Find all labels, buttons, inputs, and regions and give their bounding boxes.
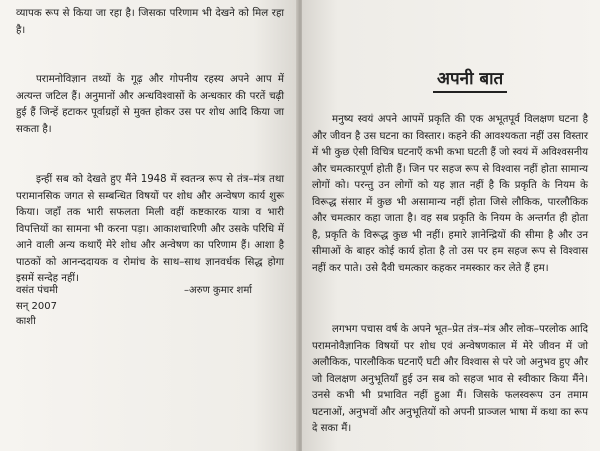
chapter-title-wrap <box>433 66 507 93</box>
right-page <box>302 0 600 451</box>
chapter-title: अपनी बात <box>433 66 507 93</box>
right-para-1: मनुष्य स्वयं अपने आपमें प्रकृति की एक अभूतपूर्व विलक्षण घटना है और जीवन है उस घटना का विस्तार। कहने की आवश्यकता नहीं उस विस्तार में भी कुछ ऐसी विचित्र घटनाएँ कभी कभा घटती हैं जो स्वयं में अविश्वसनीय और चमत्कारपूर्ण होती हैं। जिन पर सहज रूप से विश्वास नहीं होता सामान्य लोगों को। परन्तु उन लोगों को यह ज्ञात नहीं है कि प्रकृति के नियम के विरूद्ध संसार में कुछ भी असामान्य नहीं होता जिसे लौकिक, पारलौकिक और चमत्कार कहा जाता है। वह सब प्रकृति के नियम के अन्तर्गत ही होता है, प्रकृति के विरूद्ध कुछ भी नहीं। हमारे ज्ञानेन्द्रियों की सीमा है और उन सीमाओं के बाहर कोई कार्य होता है तो उस पर हम सहज रूप से विश्वास नहीं कर पाते। उसे दैवी चमत्कार कहकर नमस्कार कर लेते हैं हम। <box>312 114 588 274</box>
left-para-2: परामनोविज्ञान तथ्यों के गूढ़ और गोपनीय रहस्य अपने आप में अत्यन्त जटिल हैं। अनुमानों और अन्धविश्वासों के अन्धकार की परतें चढ़ी हुई हैं जिन्हें हटाकर पूर्वाग्रहों से मुक्त होकर उस पर शोध आदि किया जा सकता है। <box>16 74 284 135</box>
signature-author: –अरुण कुमार शर्मा <box>184 285 252 296</box>
left-para-1: व्यापक रूप से किया जा रहा है। जिसका परिणाम भी देखने को मिल रहा है। <box>16 8 284 36</box>
right-para-2: लगभग पचास वर्ष के अपने भूत–प्रेत तंत्र–मंत्र और लोक–परलोक आदि परामनोवैज्ञानिक विषयों पर शोध एवं अन्वेषणकाल में मेरे जीवन में जो अलौकिक, पारलौकिक घटनाएँ घटी और विश्वास से परे जो अनुभव हुए और जो विलक्षण अनुभूतियाँ हुई उन सब को सहज भाव से स्वीकार किया मैंने। उनसे कभी भी प्रभावित नहीं हुआ मैं। जिसके फलस्वरूप उन तमाम घटनाओं, अनुभवों और अनुभूतियों को अपनी प्राञ्जल भाषा में कथा का रूप दे सका मैं। <box>312 324 588 434</box>
signature-place: काशी <box>16 316 36 327</box>
left-para-3: इन्हीं सब को देखते हुए मैंने 1948 में स्वतन्त्र रूप से तंत्र–मंत्र तथा परामानसिक जगत से सम्बन्धित विषयों पर शोध और अन्वेषण कार्य शुरू किया। जहाँ तक भारी सफलता मिली वहीं कष्टकारक यात्रा व भारी विपत्तियों का सामना भी करना पड़ा। आकाशचारिणी और उसके परिधि में आने वाली अन्य कथाएँ मेरे शोध और अन्वेषण का परिणाम हैं। आशा है पाठकों को आनन्ददायक व रोमांच के साथ–साथ ज्ञानवर्धक सिद्ध होगा इसमें सन्देह नहीं। <box>16 174 284 284</box>
signature-occasion: वसंत पंचमी <box>16 285 58 296</box>
left-page <box>0 0 298 451</box>
signature-year: सन् 2007 <box>16 301 57 312</box>
